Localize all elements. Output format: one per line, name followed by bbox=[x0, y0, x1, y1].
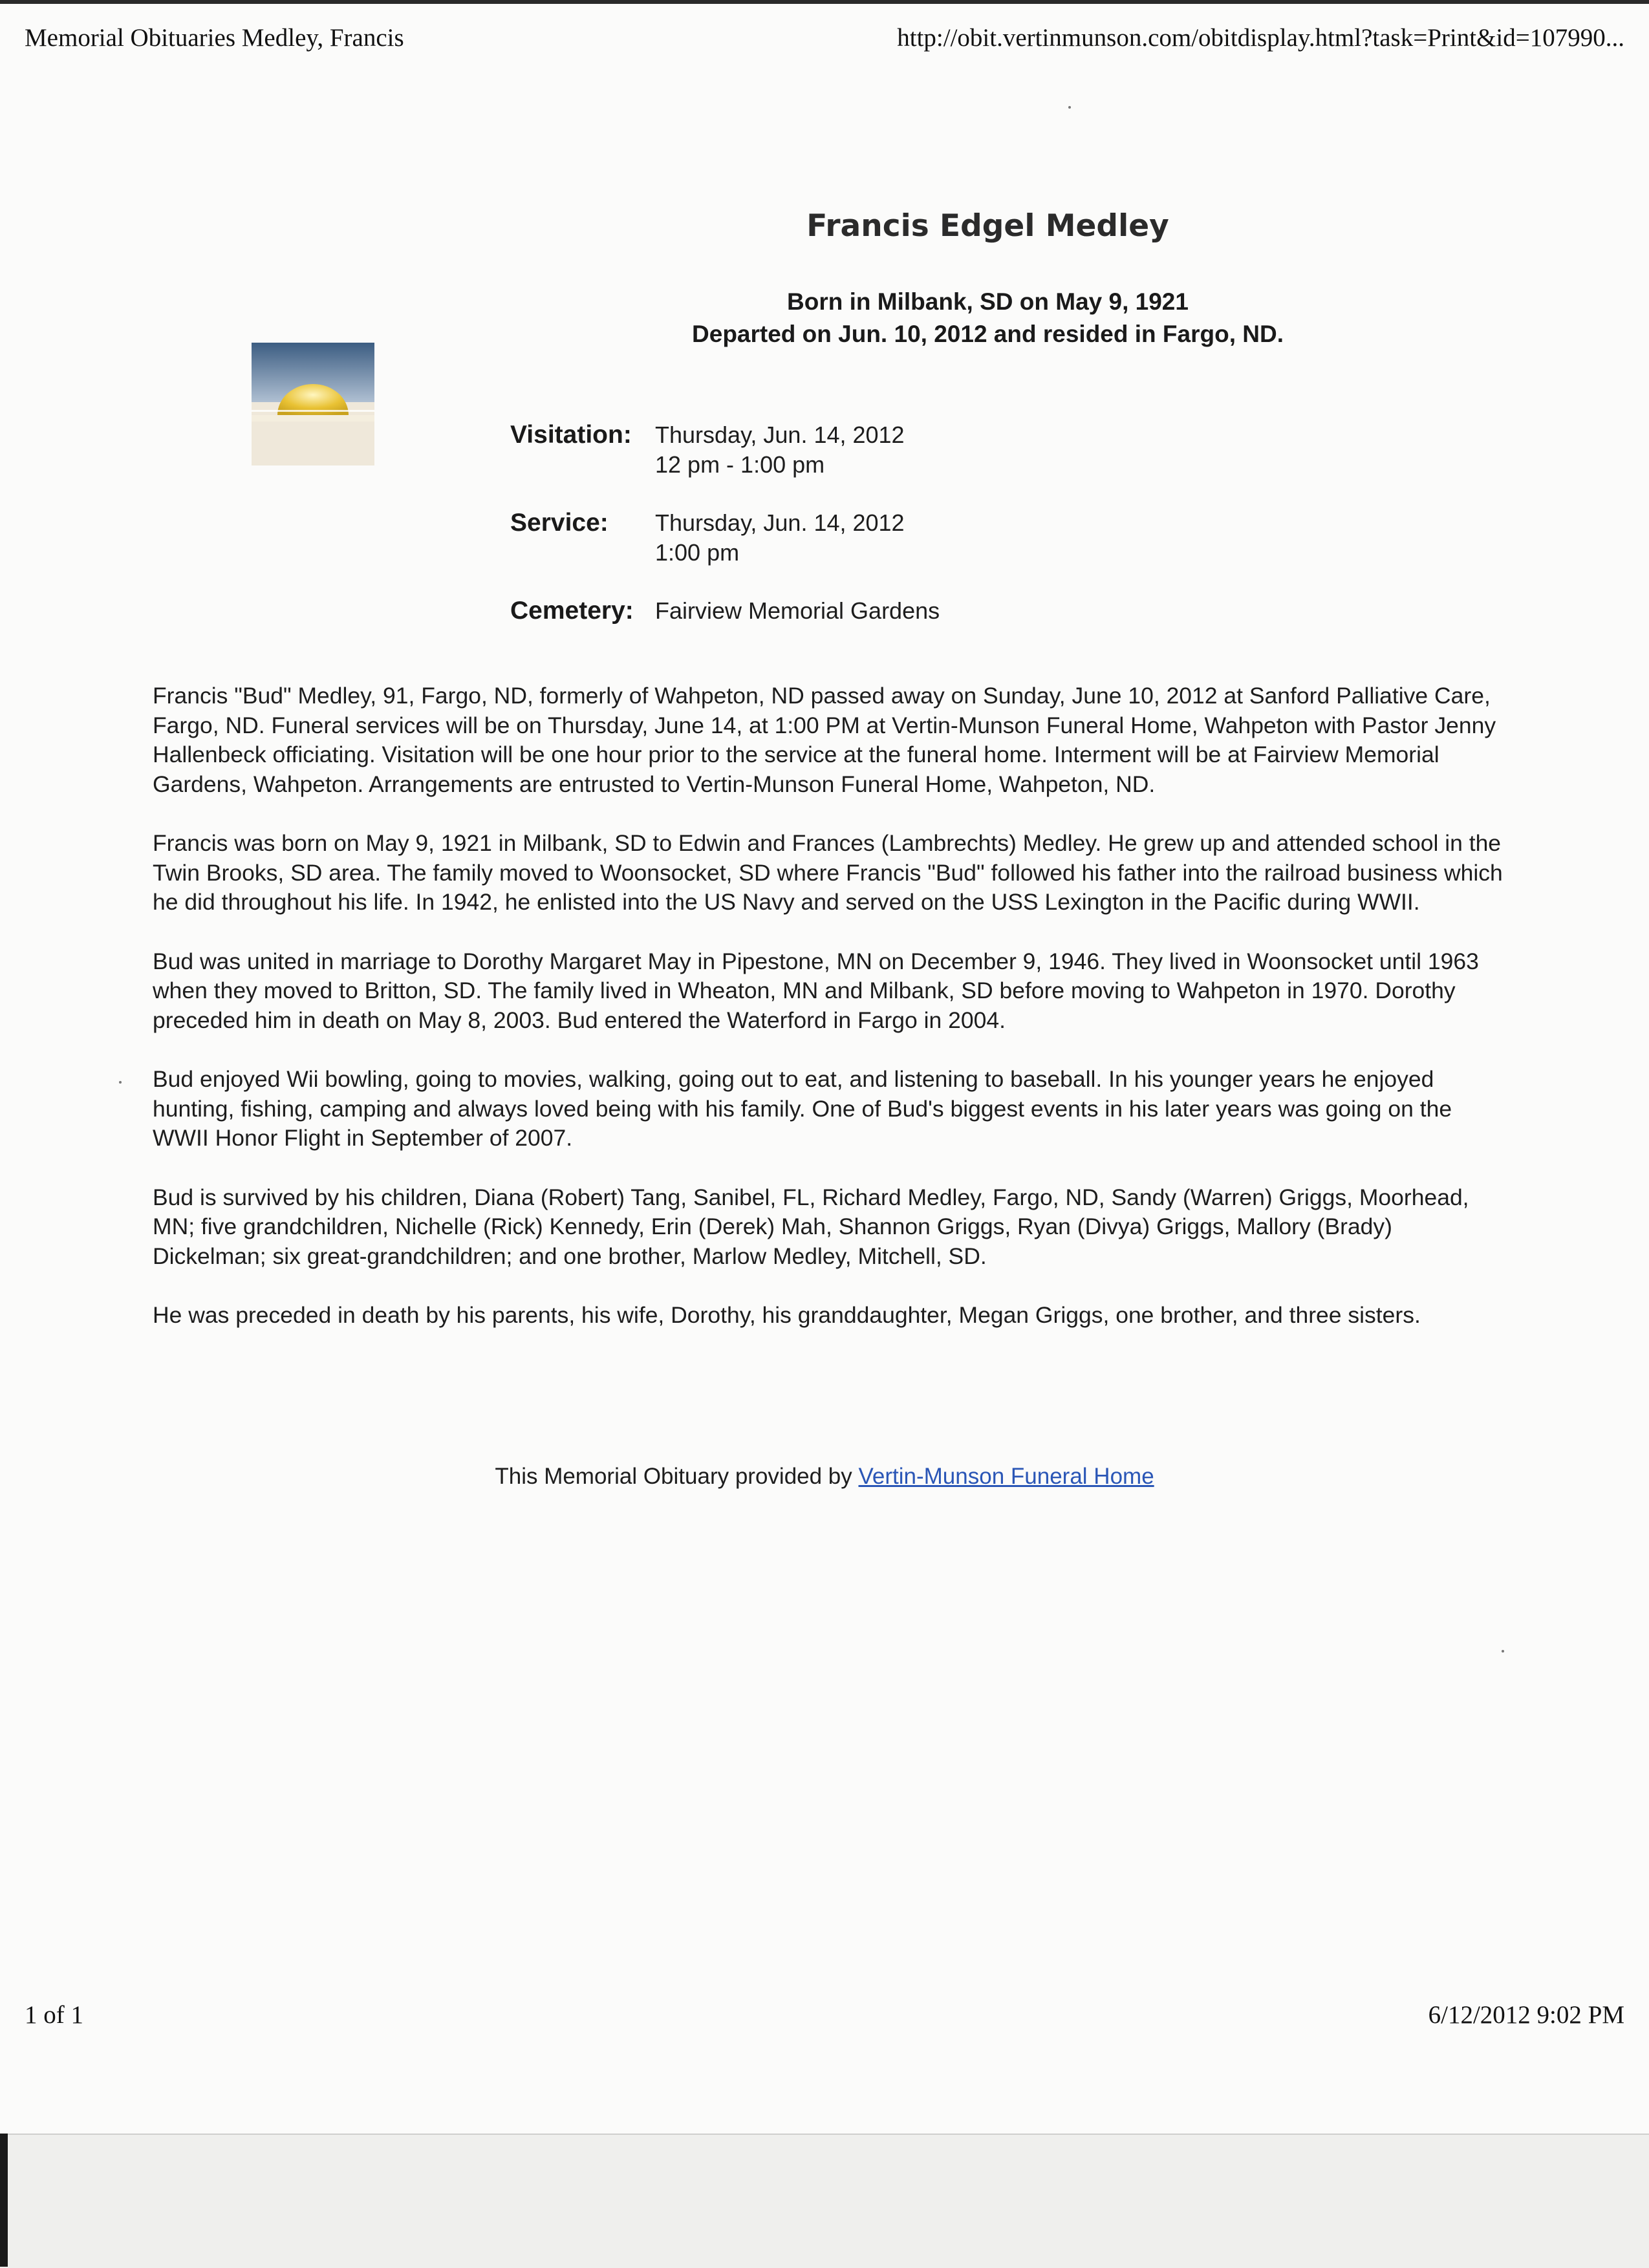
born-line: Born in Milbank, SD on May 9, 1921 bbox=[787, 288, 1189, 315]
visitation-label: Visitation: bbox=[510, 421, 632, 449]
obituary-name: Francis Edgel Medley bbox=[806, 208, 1169, 244]
obituary-paragraph: Francis was born on May 9, 1921 in Milbank, SD to Edwin and Frances (Lambrechts) Medley. He grew up and attended school in the Twin Brooks, SD area. The family moved to Woonsocket, SD where Francis "Bud" followed his father into the railroad business which he did throughout his life. In 1942, he enlisted into the US Navy and served on the USS Lexington in the Pacific during WWII. bbox=[153, 830, 1503, 915]
scanner-edge bbox=[0, 2134, 8, 2267]
provided-by-text: This Memorial Obituary provided by bbox=[495, 1464, 859, 1489]
scanner-bed bbox=[0, 2134, 1649, 2268]
visitation-value bbox=[655, 420, 905, 480]
print-header-page-title: Memorial Obituaries Medley, Francis bbox=[25, 24, 404, 52]
print-header-url: http://obit.vertinmunson.com/obitdisplay.html?task=Print&id=107990... bbox=[897, 24, 1624, 52]
service-date: Thursday, Jun. 14, 2012 bbox=[655, 509, 905, 536]
service-time: 1:00 pm bbox=[655, 539, 740, 566]
scan-speck bbox=[1502, 1650, 1504, 1653]
scan-speck bbox=[1068, 106, 1071, 109]
obituary-paragraph: Bud was united in marriage to Dorothy Margaret May in Pipestone, MN on December 9, 1946. They lived in Woonsocket until 1963 when they moved to Britton, SD. The family lived in Wheaton, MN and Milbank, SD before moving to Wahpeton in 1970. Dorothy preceded him in death on May 8, 2003. Bud entered the Waterford in Fargo in 2004. bbox=[153, 948, 1479, 1033]
visitation-date: Thursday, Jun. 14, 2012 bbox=[655, 422, 905, 448]
obituary-paragraph: Bud is survived by his children, Diana (Robert) Tang, Sanibel, FL, Richard Medley, Fargo, ND, Sandy (Warren) Griggs, Moorhead, MN; five grandchildren, Nichelle (Rick) Kennedy, Erin (Derek) Mah, Shannon Griggs, Ryan (Divya) Griggs, Mallory (Brady) Dickelman; six great-grandchildren; and one brother, Marlow Medley, Mitchell, SD. bbox=[153, 1184, 1469, 1269]
obituary-paragraph: He was preceded in death by his parents, his wife, Dorothy, his granddaughter, Megan Griggs, one brother, and three sisters. bbox=[153, 1302, 1421, 1328]
obituary-body bbox=[153, 681, 1504, 1360]
service-value bbox=[655, 508, 905, 568]
obituary-paragraph: Bud enjoyed Wii bowling, going to movies, walking, going out to eat, and listening to baseball. In his younger years he enjoyed hunting, fishing, camping and always loved being with his family. One of Bud's biggest events in his later years was going on the WWII Honor Flight in September of 2007. bbox=[153, 1066, 1452, 1151]
print-footer-timestamp: 6/12/2012 9:02 PM bbox=[1428, 2001, 1624, 2029]
cemetery-label: Cemetery: bbox=[510, 597, 634, 625]
sunrise-logo-icon bbox=[252, 343, 374, 465]
service-label: Service: bbox=[510, 509, 609, 537]
print-footer-page-count: 1 of 1 bbox=[25, 2001, 83, 2029]
departed-line: Departed on Jun. 10, 2012 and resided in Fargo, ND. bbox=[692, 321, 1284, 347]
visitation-time: 12 pm - 1:00 pm bbox=[655, 451, 825, 478]
funeral-home-link[interactable]: Vertin-Munson Funeral Home bbox=[858, 1464, 1154, 1489]
obituary-paragraph: Francis "Bud" Medley, 91, Fargo, ND, formerly of Wahpeton, ND passed away on Sunday, June 10, 2012 at Sanford Palliative Care, Fargo, ND. Funeral services will be on Thursday, June 14, at 1:00 PM at Vertin-Munson Funeral Home, Wahpeton with Pastor Jenny Hallenbeck officiating. Visitation will be one hour prior to the service at the funeral home. Interment will be at Fairview Memorial Gardens, Wahpeton. Arrangements are entrusted to Vertin-Munson Funeral Home, Wahpeton, ND. bbox=[153, 683, 1496, 797]
cemetery-value: Fairview Memorial Gardens bbox=[655, 597, 940, 624]
scan-speck bbox=[119, 1081, 122, 1084]
provided-by-line bbox=[0, 1464, 1649, 1490]
